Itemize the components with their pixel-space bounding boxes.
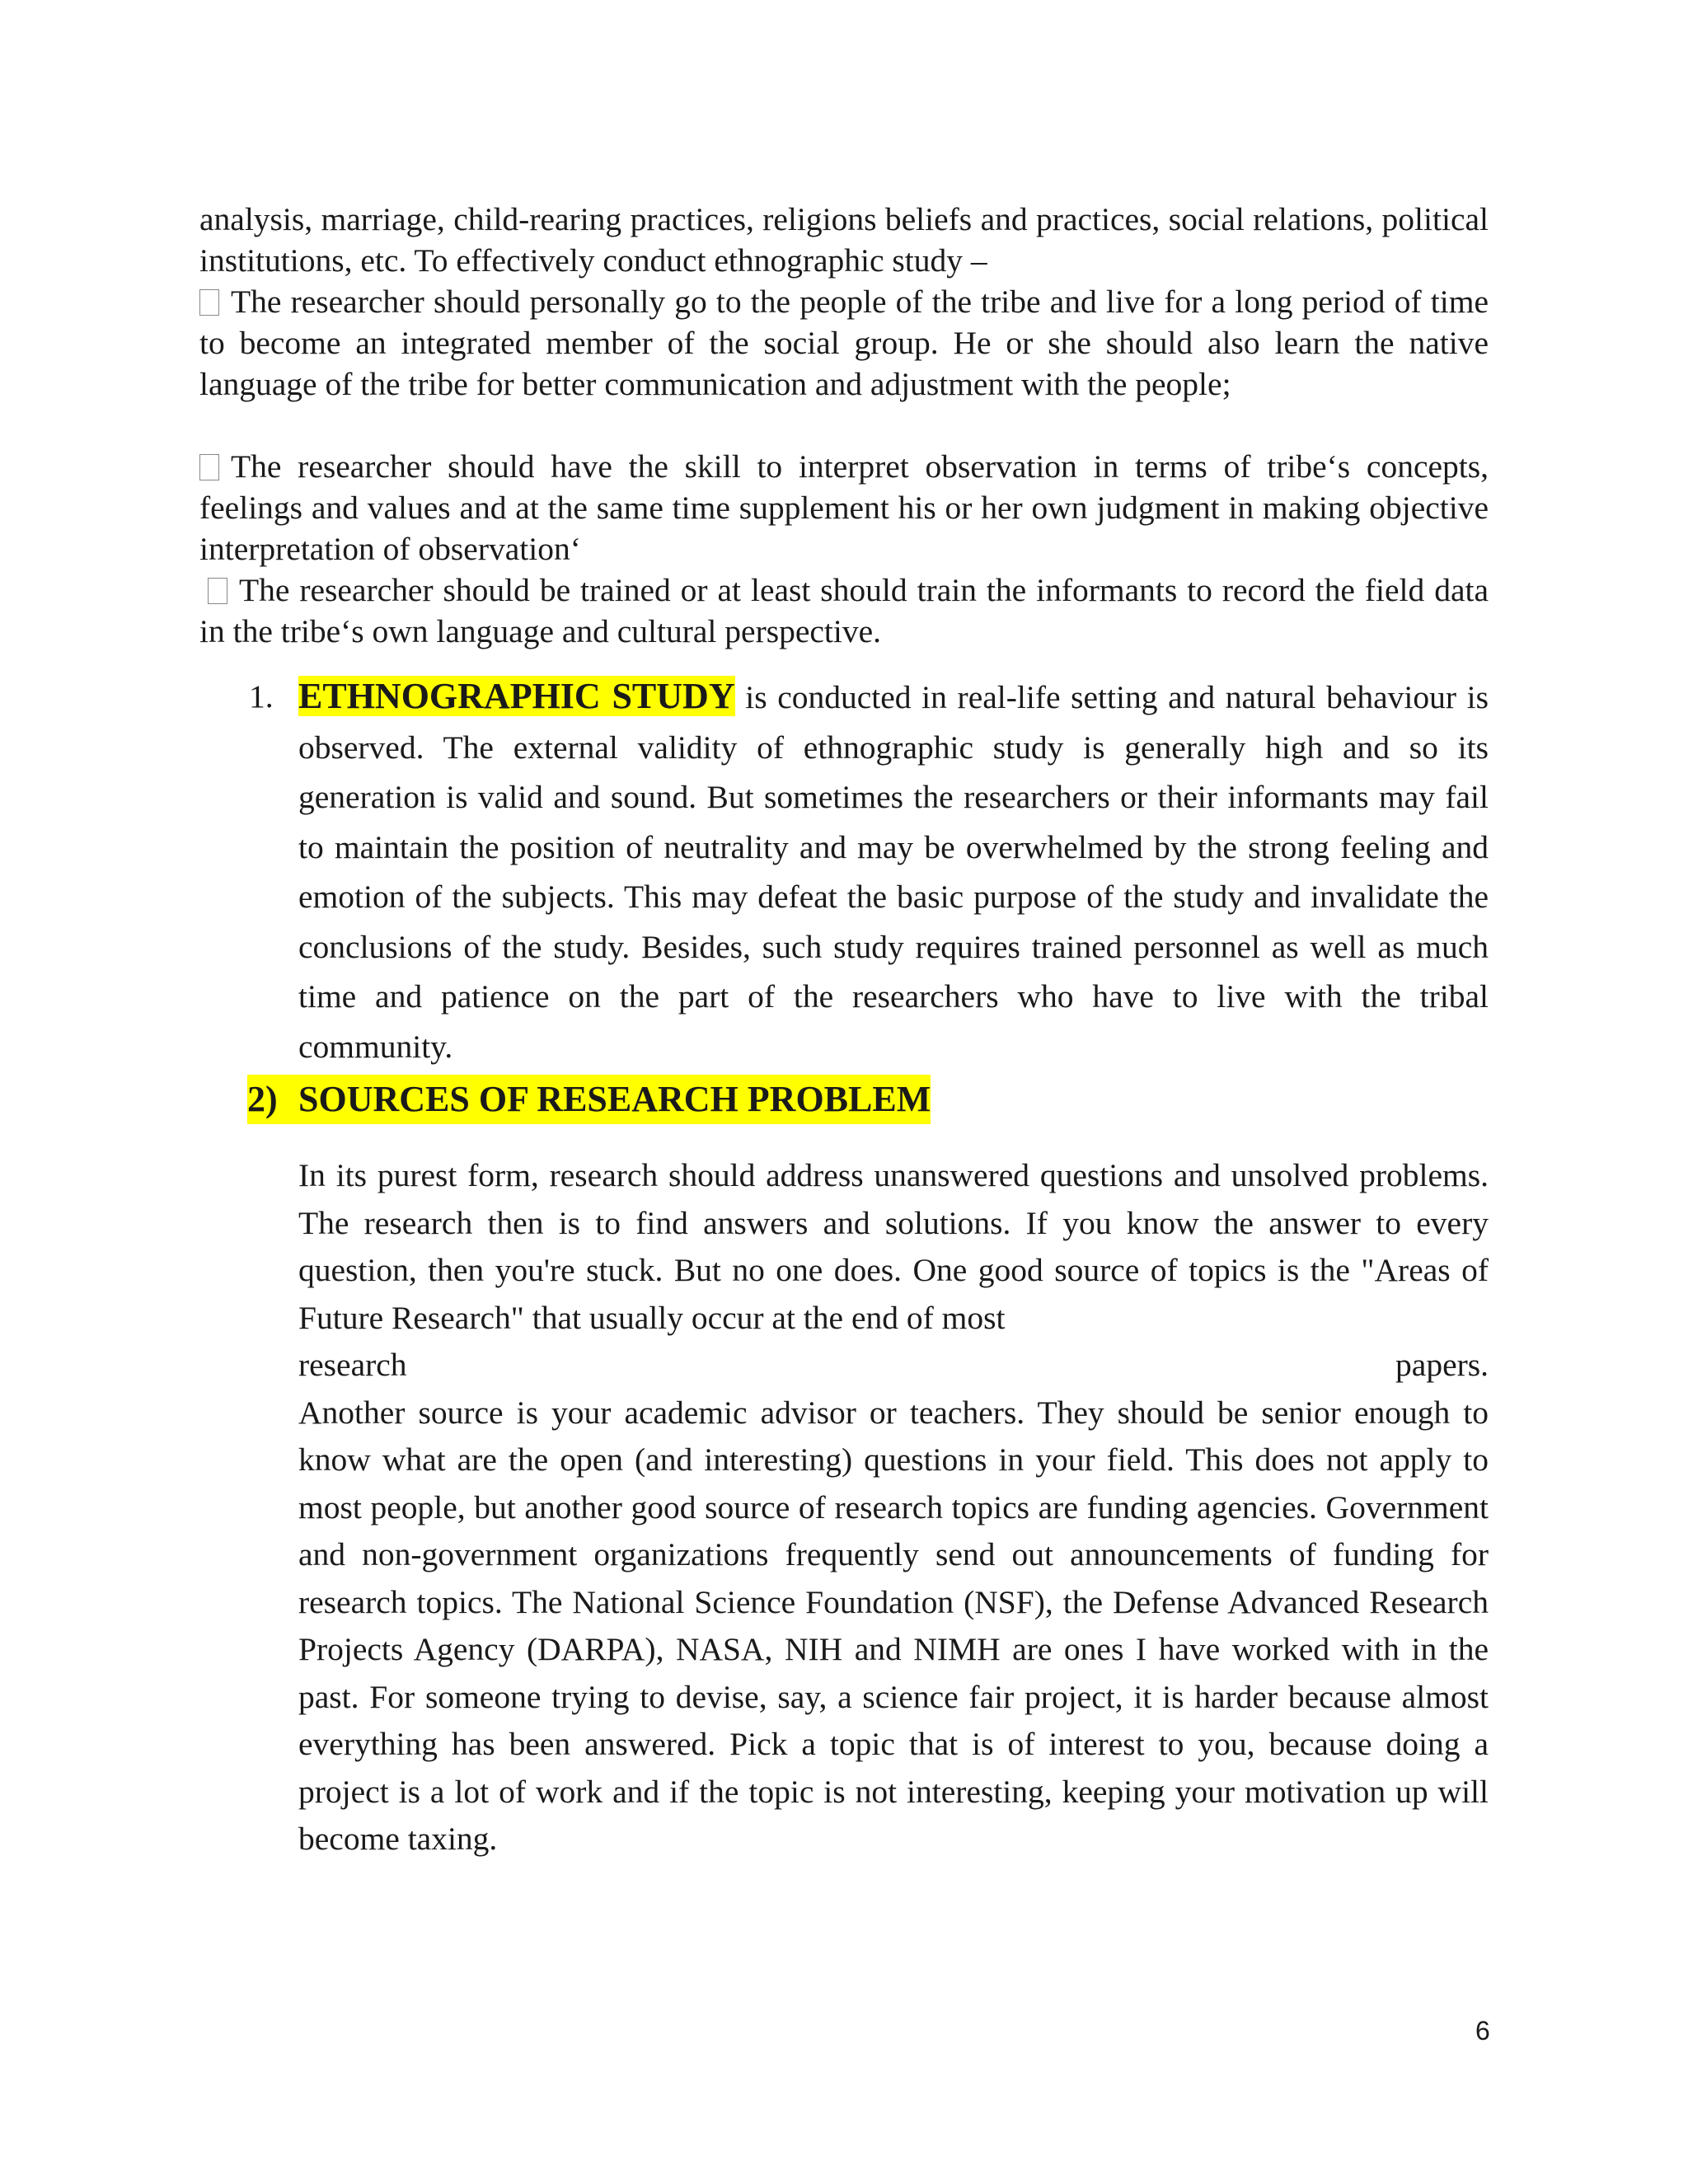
section-2-number: 2)	[247, 1079, 278, 1119]
section-2-heading	[247, 1075, 931, 1124]
split-line-right: papers.	[1395, 1347, 1489, 1383]
unrenderable-bullet-box-icon	[199, 454, 219, 480]
research-problem-paragraph-1: In its purest form, research should address unanswered questions and unsolved problems. The research then is to find answers and solutions. If you know the answer to every question, then you're stuck. But no one does. One good source of topics is the "Areas of Future Research" that usually occur at the end of most	[298, 1157, 1489, 1336]
research-problem-paragraph-2: Another source is your academic advisor or teachers. They should be senior enough to know what are the open (and interesting) questions in your field. This does not apply to most people, but another good source of research topics are funding agencies. Government and non-government organizations frequently send out announcements of funding for research topics. The National Science Foundation (NSF), the Defense Advanced Research Projects Agency (DARPA), NASA, NIH and NIMH are ones I have worked with in the past. For someone trying to devise, say, a science fair project, it is harder because almost everything has been answered. Pick a topic that is of interest to you, because doing a project is a lot of work and if the topic is not interesting, keeping your motivation up will become taxing.	[298, 1394, 1489, 1857]
bullet-text-1: The researcher should personally go to the people of the tribe and live for a long period of time to become an integrated member of the social group. He or she should also learn the native language of the tribe for better communication and adjustment with the people;	[199, 284, 1489, 402]
split-justified-line	[298, 1342, 1489, 1390]
bullet-text-3: The researcher should be trained or at least should train the informants to record the field data in the tribe‘s own language and cultural perspective.	[199, 572, 1489, 649]
bullet-point-2	[199, 446, 1489, 569]
split-line-left: research	[298, 1347, 407, 1383]
unrenderable-bullet-box-icon	[208, 578, 227, 604]
page-number: 6	[1475, 2016, 1490, 2046]
unrenderable-bullet-box-icon	[199, 289, 219, 316]
ethnographic-study-body: is conducted in real-life setting and natural behaviour is observed. The external validity of ethnographic study is generally high and so its generation is valid and sound. But sometimes the researchers or their informants may fail to maintain the position of neutrality and may be overwhelmed by the strong feeling and emotion of the subjects. This may defeat the basic purpose of the study and invalidate the conclusions of the study. Besides, such study requires trained personnel as well as much time and patience on the part of the researchers who have to live with the tribal community.	[298, 679, 1489, 1065]
bullet-text-2: The researcher should have the skill to interpret observation in terms of tribe‘s concepts, feelings and values and at the same time supplement his or her own judgment in making objective interpretation of observation‘	[199, 448, 1489, 567]
ethnographic-study-heading: ETHNOGRAPHIC STUDY	[298, 676, 735, 716]
intro-text: analysis, marriage, child-rearing practices, religions beliefs and practices, social relations, political institutions, etc. To effectively conduct ethnographic study –	[199, 201, 1489, 279]
section-2-body	[298, 1152, 1489, 1863]
bullet-point-3	[199, 569, 1489, 652]
list-number-1: 1.	[249, 678, 274, 715]
section-2-title: SOURCES OF RESEARCH PROBLEM	[298, 1079, 931, 1119]
bullet-point-1	[199, 281, 1489, 405]
section-ethnographic-study	[298, 672, 1489, 1071]
intro-paragraph	[199, 199, 1489, 281]
